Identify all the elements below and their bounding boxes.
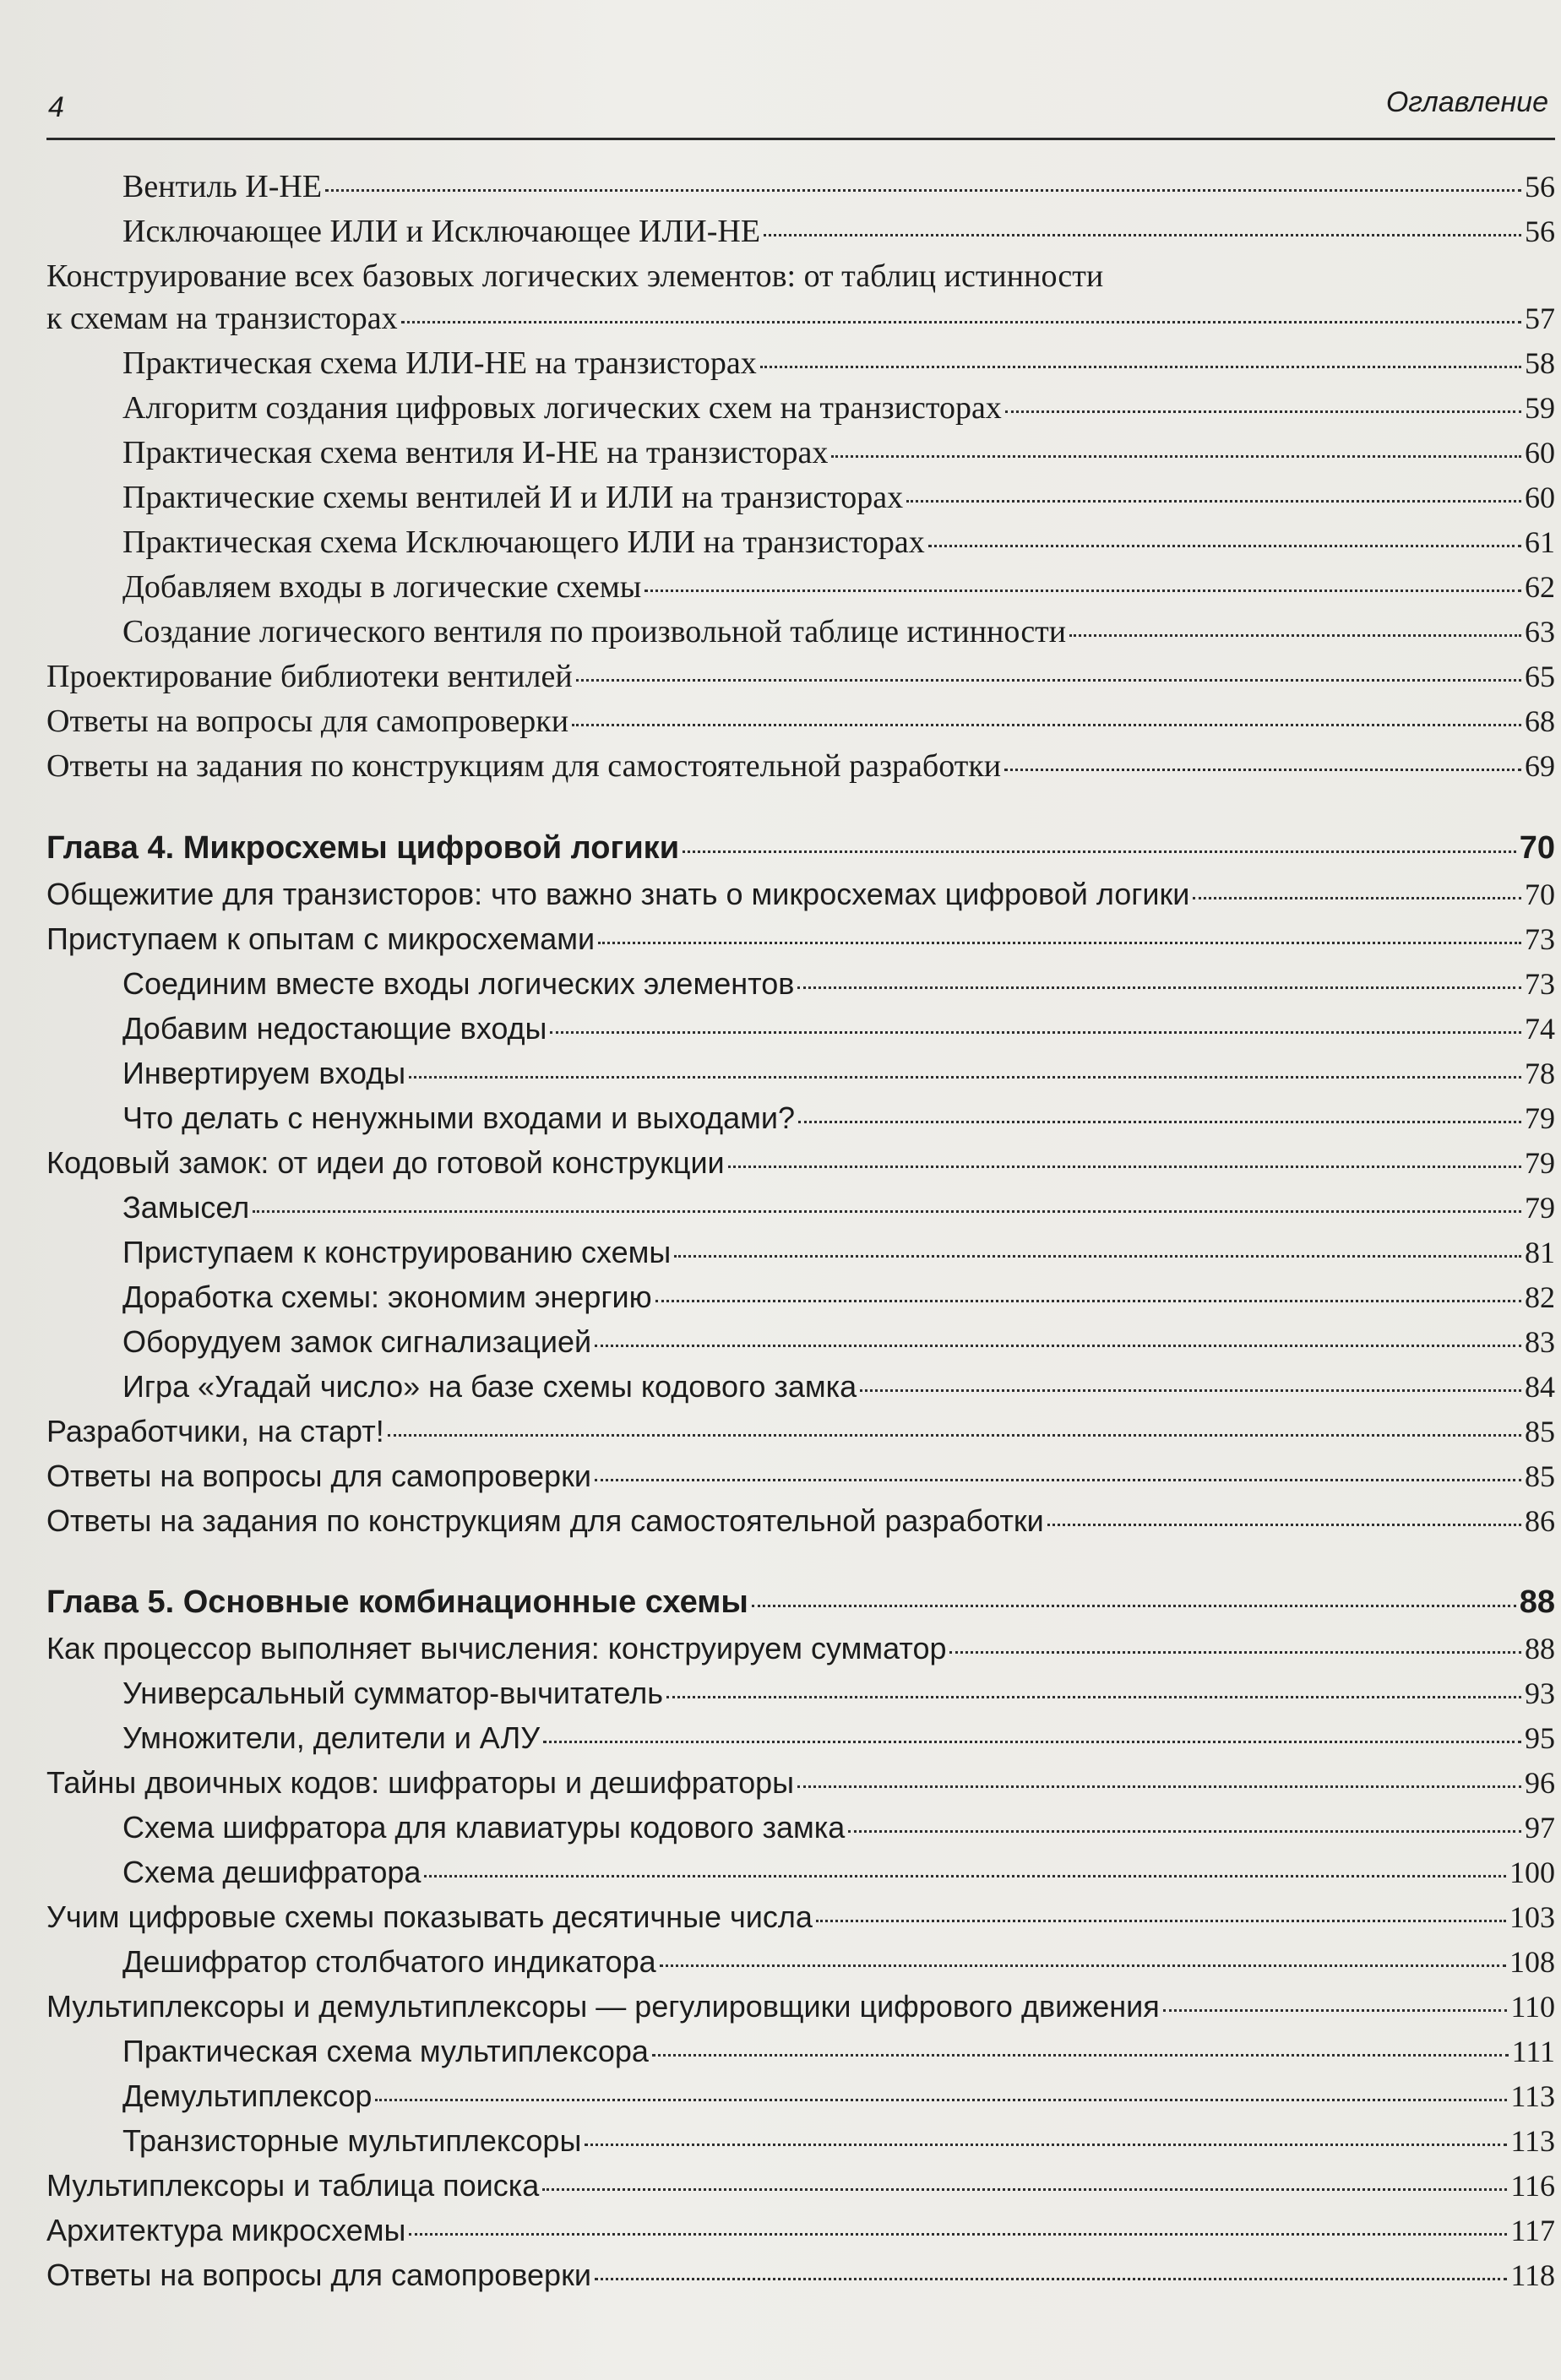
toc-entry-title: Схема дешифратора [122,1855,422,1889]
toc-page-number: 57 [1525,302,1555,335]
toc-entry [46,1894,1555,1939]
toc-page-number: 74 [1525,1012,1555,1046]
dot-leader [253,1198,1521,1213]
toc-page-number: 108 [1509,1945,1555,1979]
dot-leader [1005,399,1521,413]
dot-leader [797,975,1521,989]
dot-leader [798,1109,1521,1123]
toc-entry-title: Что делать с ненужными входами и выходами? [122,1100,795,1135]
dot-leader [652,2042,1509,2057]
toc-entry [46,565,1555,610]
toc-entry-title: Оборудуем замок сигнализацией [122,1324,592,1359]
dot-leader [683,839,1516,853]
toc-entry-title: Кодовый замок: от идеи до готовой конструкции [46,1145,725,1180]
toc-page-number: 111 [1511,2035,1555,2068]
toc-page-number: 88 [1519,1584,1555,1620]
dot-leader [645,578,1521,592]
section-title: Оглавление [1385,86,1548,118]
toc-entry-title: Практическая схема Исключающего ИЛИ на транзисторах [122,524,925,560]
dot-leader [848,1818,1521,1833]
toc-entry-title: Глава 5. Основные комбинационные схемы [46,1584,748,1620]
dot-leader [576,667,1521,682]
dot-leader [543,1729,1521,1743]
toc-page-number: 82 [1525,1280,1555,1314]
toc-page-number: 95 [1525,1721,1555,1755]
toc-entry [46,386,1555,431]
dot-leader [660,1953,1506,1967]
toc-entry-title: Тайны двоичных кодов: шифраторы и дешифраторы [46,1765,795,1800]
dot-leader [595,1333,1521,1347]
toc-entry [46,2073,1555,2118]
dot-leader [860,1377,1521,1392]
toc-page-number: 61 [1525,525,1555,559]
toc-entry-title: Схема шифратора для клавиатуры кодового замка [122,1810,846,1845]
dot-leader [424,1863,1506,1877]
toc-entry [46,916,1555,961]
toc-entry-title: Глава 4. Микросхемы цифровой логики [46,830,680,866]
toc-entry [46,699,1555,744]
toc-entry-title: Практическая схема вентиля И-НЕ на транзисторах [122,435,829,470]
toc-page-number: 56 [1525,215,1555,248]
dot-leader [595,1467,1521,1481]
toc-entry [46,520,1555,565]
toc-entry [46,1319,1555,1364]
dot-leader [752,1593,1516,1607]
toc-page-number: 70 [1519,830,1555,866]
toc-entry-title: Ответы на вопросы для самопроверки [46,2258,591,2292]
toc-entry-title: Учим цифровые схемы показывать десятичные числа [46,1899,813,1934]
toc-entry [46,165,1555,209]
dot-leader [816,1908,1506,1922]
toc-entry [46,1671,1555,1715]
dot-leader [550,1019,1521,1034]
toc-entry [46,254,1555,296]
dot-leader [655,1288,1521,1302]
toc-entry-title: Как процессор выполняет вычисления: конструируем сумматор [46,1631,947,1665]
toc-entry [46,475,1555,520]
toc-page-number: 79 [1525,1101,1555,1135]
dot-leader [595,2266,1507,2280]
toc-entry [46,1051,1555,1095]
chapter-heading [46,824,1555,872]
toc-entry-title: Транзисторные мультиплексоры [122,2123,582,2158]
toc-page-number: 63 [1525,615,1555,649]
dot-leader [409,1064,1521,1079]
toc-page-number: 86 [1525,1504,1555,1538]
toc-page-number: 58 [1525,346,1555,380]
toc-entry [46,1140,1555,1185]
toc-entry-title: Практическая схема мультиплексора [122,2034,649,2068]
toc-entry-title: Ответы на задания по конструкциям для самостоятельной разработки [46,748,1002,784]
dot-leader [1193,885,1521,899]
toc-entry-title: Ответы на задания по конструкциям для самостоятельной разработки [46,1503,1044,1538]
toc-entry-title: Умножители, делители и АЛУ [122,1720,541,1755]
toc-entry-title: Исключающее ИЛИ и Исключающее ИЛИ-НЕ [122,214,761,249]
toc-entry [46,1006,1555,1051]
toc-entry-title: Мультиплексоры и демультиплексоры — регулировщики цифрового движения [46,1989,1160,2024]
toc-entry [46,1760,1555,1805]
toc-page-number: 118 [1510,2258,1555,2292]
dot-leader [375,2087,1507,2101]
dot-leader [409,2221,1507,2236]
toc-page-number: 113 [1510,2079,1555,2113]
dot-leader [1163,1997,1508,2012]
toc-page-number: 85 [1525,1415,1555,1448]
dot-leader [1047,1512,1521,1526]
toc-page-number: 100 [1509,1856,1555,1889]
toc-page-number: 113 [1510,2124,1555,2158]
toc-entry [46,1364,1555,1409]
toc-entry-title: Добавим недостающие входы [122,1011,547,1046]
toc-entry-title: Алгоритм создания цифровых логических схем на транзисторах [122,390,1002,426]
dot-leader [598,930,1521,944]
toc-entry [46,872,1555,916]
toc-entry [46,655,1555,699]
toc-entry [46,296,1555,341]
toc-entry-title: Добавляем входы в логические схемы [122,569,642,605]
toc-entry [46,1715,1555,1760]
header-rule [46,138,1555,140]
toc-page-number: 70 [1525,878,1555,911]
toc-entry-title: Разработчики, на старт! [46,1414,384,1448]
dot-leader [666,1684,1521,1698]
toc-page-number: 97 [1525,1811,1555,1845]
toc-entry [46,341,1555,386]
toc-entry-title: Архитектура микросхемы [46,2213,406,2247]
toc-entry-title: Доработка схемы: экономим энергию [122,1280,652,1314]
toc-page-number: 88 [1525,1632,1555,1665]
toc-page-number: 96 [1525,1766,1555,1800]
toc-page-number: 79 [1525,1191,1555,1225]
toc-entry-title: Общежитие для транзисторов: что важно знать о микросхемах цифровой логики [46,877,1190,911]
toc-entry [46,1498,1555,1543]
toc-entry-title: Ответы на вопросы для самопроверки [46,1459,591,1493]
toc-entry-title: Дешифратор столбчатого индикатора [122,1944,656,1979]
toc-entry-title: Практические схемы вентилей И и ИЛИ на транзисторах [122,480,904,515]
toc-entry [46,744,1555,789]
toc-page-number: 93 [1525,1676,1555,1710]
toc-page-number: 110 [1510,1990,1555,2024]
toc-page-number: 117 [1510,2214,1555,2247]
toc-page-number: 81 [1525,1236,1555,1269]
dot-leader [797,1774,1521,1788]
dot-leader [401,309,1521,323]
toc-entry-title: Практическая схема ИЛИ-НЕ на транзисторах [122,345,757,381]
toc-entry-title: Универсальный сумматор-вычитатель [122,1676,663,1710]
toc-page-number: 69 [1525,749,1555,783]
dot-leader [760,354,1521,368]
toc-entry [46,610,1555,655]
toc-entry-title: Игра «Угадай число» на базе схемы кодового замка [122,1369,857,1404]
toc-entry [46,2118,1555,2163]
toc-entry-title: Конструирование всех базовых логических элементов: от таблиц истинности [46,258,1104,294]
page-header [46,81,1555,140]
toc-entry [46,1274,1555,1319]
toc-page-number: 78 [1525,1057,1555,1090]
toc-entry [46,2208,1555,2252]
dot-leader [949,1639,1521,1654]
toc-entry-title: Приступаем к конструированию схемы [122,1235,672,1269]
dot-leader [928,533,1521,547]
toc-page-number: 62 [1525,570,1555,604]
toc-entry-title: Создание логического вентиля по произвольной таблице истинности [122,614,1067,649]
toc-entry [46,1409,1555,1454]
toc-entry [46,1095,1555,1140]
toc-page-number: 65 [1525,660,1555,693]
toc-entry [46,1805,1555,1850]
toc-entry-title: Соединим вместе входы логических элементов [122,966,795,1001]
toc-entry-title: Приступаем к опытам с микросхемами [46,921,596,956]
toc-page-number: 60 [1525,481,1555,514]
dot-leader [572,712,1521,726]
toc-entry [46,1850,1555,1894]
toc-page-number: 60 [1525,436,1555,470]
toc-page-number: 68 [1525,704,1555,738]
dot-leader [906,488,1521,503]
dot-leader [325,177,1521,192]
dot-leader [388,1422,1521,1437]
toc-entry [46,961,1555,1006]
toc-page-number: 73 [1525,967,1555,1001]
toc-page-number: 79 [1525,1146,1555,1180]
chapter-heading [46,1579,1555,1626]
toc-page-number: 83 [1525,1325,1555,1359]
toc-entry [46,1626,1555,1671]
dot-leader [728,1154,1521,1168]
toc-entry [46,2029,1555,2073]
page-number: 4 [48,91,64,123]
toc-entry-title: Проектирование библиотеки вентилей [46,659,573,694]
toc-entry-title: Мультиплексоры и таблица поиска [46,2168,540,2203]
toc-entry [46,209,1555,254]
dot-leader [585,2132,1507,2146]
toc-page-number: 56 [1525,170,1555,204]
toc-page-number: 84 [1525,1370,1555,1404]
toc-page-number: 116 [1510,2169,1555,2203]
toc-page-number: 103 [1509,1900,1555,1934]
dot-leader [1004,757,1521,771]
toc-entry-title: Вентиль И-НЕ [122,169,323,204]
toc-entry-title: Демультиплексор [122,2078,373,2113]
toc-entry [46,1230,1555,1274]
dot-leader [674,1243,1521,1258]
toc-entry-title: Замысел [122,1190,250,1225]
toc-entry [46,1454,1555,1498]
toc-entry [46,1984,1555,2029]
toc-entry [46,1939,1555,1984]
toc-entry [46,2163,1555,2208]
dot-leader [764,222,1521,236]
dot-leader [1069,622,1521,637]
toc-page-number: 59 [1525,391,1555,425]
toc-entry-title: к схемам на транзисторах [46,301,398,336]
table-of-contents [46,165,1555,2297]
toc-entry-title: Инвертируем входы [122,1056,406,1090]
toc-page-number: 85 [1525,1459,1555,1493]
dot-leader [542,2176,1507,2191]
toc-entry [46,431,1555,475]
toc-entry [46,2252,1555,2297]
dot-leader [831,443,1521,458]
toc-entry [46,1185,1555,1230]
toc-entry-title: Ответы на вопросы для самопроверки [46,704,569,739]
toc-page-number: 73 [1525,922,1555,956]
